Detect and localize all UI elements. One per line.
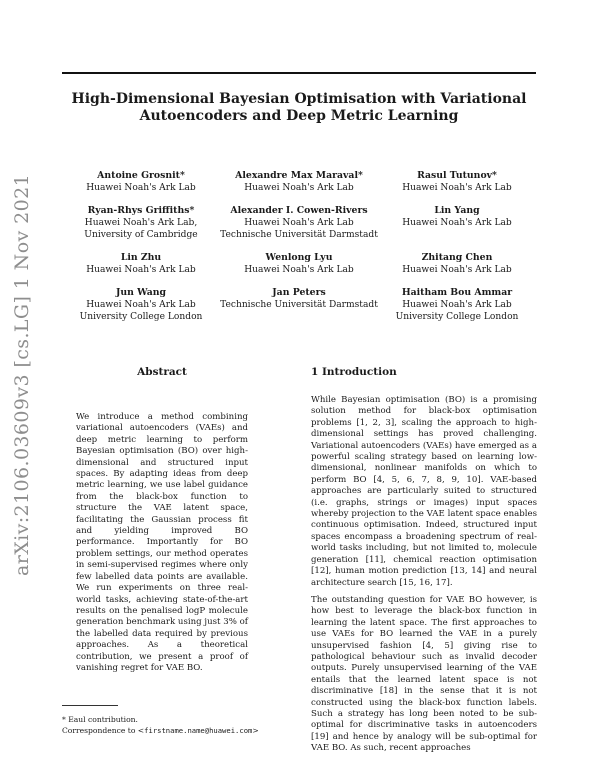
author-affiliation: Huawei Noah's Ark Lab bbox=[244, 183, 354, 193]
author-entry bbox=[62, 287, 220, 323]
author-entry bbox=[378, 170, 536, 194]
author-name: Haitham Bou Ammar bbox=[401, 287, 513, 298]
author-entry bbox=[62, 252, 220, 276]
abstract-section bbox=[76, 366, 248, 674]
author-affiliation: Huawei Noah's Ark Lab bbox=[402, 300, 512, 310]
introduction-paragraph-1: While Bayesian optimisation (BO) is a promising solution method for black-box optimisation problems [1, 2, 3], scaling the approach to high-dimensional settings has proved challenging. Variational autoencoders (VAEs) have emerged as a powerful scaling strategy based on learning low-dimensional, nonlinear manifolds on which to perform BO [4, 5, 6, 7, 8, 9, 10]. VAE-based approaches are particularly suited to structured (i.e. graphs, strings or images) input spaces whereby projection to the VAE latent space enables continuous optimisation. Indeed, structured input spaces encompass a broadening spectrum of real-world tasks including, but not limited to, molecule generation [11], chemical reaction optimisation [12], human motion prediction [13, 14] and neural architecture search [15, 16, 17]. bbox=[311, 395, 537, 588]
author-block bbox=[62, 170, 536, 334]
correspondence-suffix: > bbox=[252, 726, 259, 735]
author-name: Alexander I. Cowen-Rivers bbox=[230, 205, 368, 216]
title-line-1: High-Dimensional Bayesian Optimisation with Variational bbox=[71, 91, 527, 107]
author-affiliation: Huawei Noah's Ark Lab bbox=[86, 183, 196, 193]
footnotes bbox=[62, 714, 259, 736]
author-affiliation: Huawei Noah's Ark Lab bbox=[86, 265, 196, 275]
author-affiliation: Huawei Noah's Ark Lab bbox=[86, 300, 196, 310]
abstract-heading: Abstract bbox=[137, 366, 187, 378]
author-entry bbox=[220, 205, 378, 241]
author-name: Jan Peters bbox=[272, 287, 326, 298]
author-affiliation: Huawei Noah's Ark Lab bbox=[244, 265, 354, 275]
author-entry bbox=[220, 252, 378, 276]
author-affiliation: Huawei Noah's Ark Lab, bbox=[84, 218, 198, 228]
author-entry bbox=[378, 205, 536, 241]
author-affiliation-2: Technische Universität Darmstadt bbox=[220, 230, 378, 240]
abstract-text: We introduce a method combining variational autoencoders (VAEs) and deep metric learning to perform Bayesian optimisation (BO) over high-dimensional and structured input spaces. By adapting ideas from deep metric learning, we use label guidance from the black-box function to structure the VAE latent space, facilitating the Gaussian process fit and yielding improved BO performance. Importantly for BO problem settings, our method operates in semi-supervised regimes where only few labelled data points are available. We run experiments on three real-world tasks, achieving state-of-the-art results on the penalised logP molecule generation benchmark using just 3% of the labelled data required by previous approaches. As a theoretical contribution, we present a proof of vanishing regret for VAE BO. bbox=[76, 412, 248, 673]
introduction-section bbox=[311, 366, 537, 761]
author-affiliation: Technische Universität Darmstadt bbox=[220, 300, 378, 310]
footnote-equal-contribution: * Eaul contribution. bbox=[62, 715, 138, 724]
author-row bbox=[62, 205, 536, 241]
author-entry bbox=[220, 170, 378, 194]
author-affiliation: Huawei Noah's Ark Lab bbox=[402, 183, 512, 193]
author-affiliation-2: University College London bbox=[79, 312, 203, 322]
paper-title bbox=[62, 91, 536, 125]
author-name: Zhitang Chen bbox=[421, 252, 493, 263]
title-top-rule bbox=[62, 72, 536, 74]
author-name: Jun Wang bbox=[115, 287, 167, 298]
author-name: Alexandre Max Maraval* bbox=[235, 170, 363, 181]
author-name: Rasul Tutunov* bbox=[417, 170, 497, 181]
correspondence-email[interactable]: firstname.name@huawei.com bbox=[144, 726, 253, 735]
footnote-rule bbox=[62, 705, 118, 706]
author-entry bbox=[378, 287, 536, 323]
author-entry bbox=[220, 287, 378, 323]
author-affiliation: Huawei Noah's Ark Lab bbox=[402, 265, 512, 275]
author-affiliation-2: University of Cambridge bbox=[84, 230, 198, 240]
footnote-correspondence bbox=[62, 725, 259, 736]
introduction-paragraph-2: The outstanding question for VAE BO however, is how best to leverage the black-box function in learning the latent space. The first approaches to use VAEs for BO learned the VAE in a purely unsupervised fashion [4, 5] giving rise to pathological behaviour such as invalid decoder outputs. Purely unsupervised learning of the VAE entails that the learned latent space is not discriminative [18] in the sense that it is not constructed using the black-box function labels. Such a strategy has long been noted to be sub-optimal for discriminative tasks in autoencoders [19] and hence by analogy will be sub-optimal for VAE BO. As such, recent approaches bbox=[311, 594, 537, 754]
author-row bbox=[62, 287, 536, 323]
arxiv-identifier: arXiv:2106.03609v3 [cs.LG] 1 Nov 2021 bbox=[11, 173, 33, 576]
author-affiliation-2: University College London bbox=[395, 312, 519, 322]
correspondence-prefix: Correspondence to < bbox=[62, 726, 145, 735]
author-row bbox=[62, 252, 536, 276]
author-affiliation: Huawei Noah's Ark Lab bbox=[244, 218, 354, 228]
introduction-body bbox=[311, 395, 537, 755]
author-name: Wenlong Lyu bbox=[265, 252, 333, 263]
author-name: Lin Zhu bbox=[120, 252, 162, 263]
author-name: Lin Yang bbox=[434, 205, 480, 216]
author-entry bbox=[62, 205, 220, 241]
author-name: Ryan-Rhys Griffiths* bbox=[87, 205, 195, 216]
author-entry bbox=[378, 252, 536, 276]
author-row bbox=[62, 170, 536, 194]
author-entry bbox=[62, 170, 220, 194]
author-name: Antoine Grosnit* bbox=[97, 170, 185, 181]
introduction-heading: 1 Introduction bbox=[311, 366, 397, 378]
author-affiliation: Huawei Noah's Ark Lab bbox=[402, 218, 512, 228]
title-line-2: Autoencoders and Deep Metric Learning bbox=[139, 108, 459, 124]
